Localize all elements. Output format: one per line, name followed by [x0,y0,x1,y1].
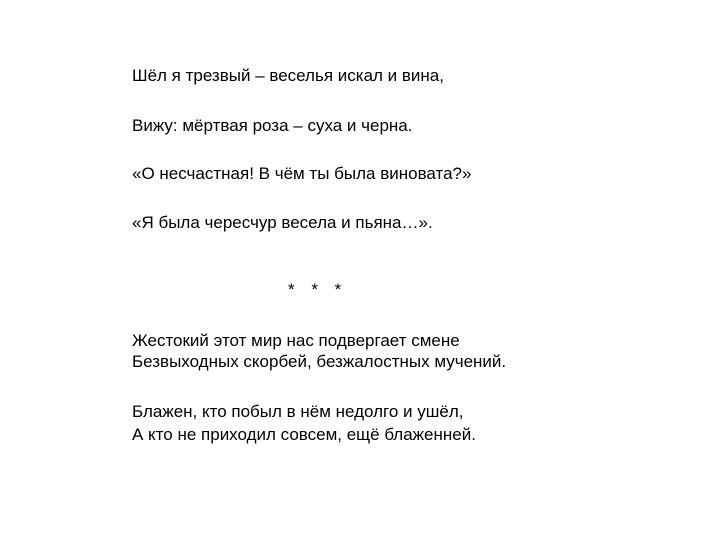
verse-line: Блажен, кто побыл в нём недолго и ушёл, [132,402,464,421]
verse-line: Шёл я трезвый – веселья искал и вина, [132,66,444,85]
verse-line: «Я была чересчур весела и пьяна…». [132,213,433,232]
verse-line: Безвыходных скорбей, безжалостных мучений. [132,352,507,371]
verse-line: А кто не приходил совсем, ещё блаженней. [132,425,476,444]
verse-line: Жестокий этот мир нас подвергает смене [132,331,460,350]
stanza-separator: * * * [288,280,348,299]
verse-line: «О несчастная! В чём ты была виновата?» [132,164,472,183]
verse-line: Вижу: мёртвая роза – суха и черна. [132,116,413,135]
